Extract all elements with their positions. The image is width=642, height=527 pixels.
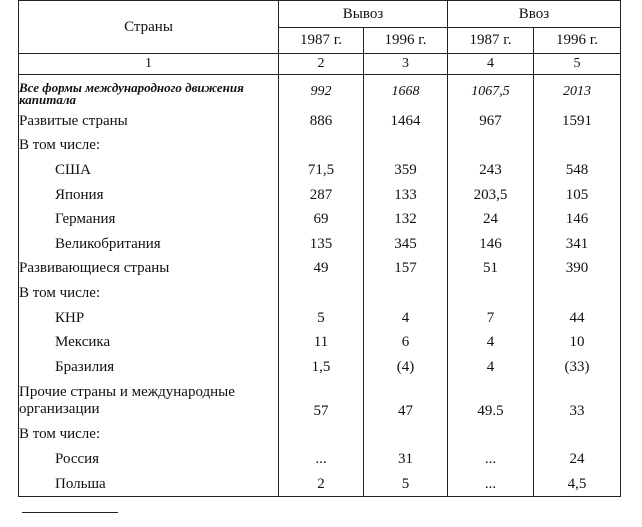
row-label: Германия bbox=[19, 207, 279, 232]
cell-value bbox=[534, 134, 621, 159]
cell-value bbox=[534, 423, 621, 448]
cell-value: 135 bbox=[279, 232, 364, 257]
table-row bbox=[19, 183, 621, 208]
table-row bbox=[19, 232, 621, 257]
cell-value: 7 bbox=[448, 306, 534, 331]
header-year: 1996 г. bbox=[534, 28, 621, 54]
table-row bbox=[19, 355, 621, 380]
table-row bbox=[19, 380, 621, 423]
row-label: Россия bbox=[19, 447, 279, 472]
table-row bbox=[19, 257, 621, 282]
table-row bbox=[19, 447, 621, 472]
cell-value: 10 bbox=[534, 330, 621, 355]
column-number: 2 bbox=[279, 54, 364, 75]
cell-value: 105 bbox=[534, 183, 621, 208]
cell-value bbox=[279, 134, 364, 159]
column-number: 4 bbox=[448, 54, 534, 75]
row-label: В том числе: bbox=[19, 134, 279, 159]
cell-value: 24 bbox=[448, 207, 534, 232]
header-import: Ввоз bbox=[448, 1, 621, 28]
cell-value: 44 bbox=[534, 306, 621, 331]
row-label: Польша bbox=[19, 472, 279, 497]
table-row bbox=[19, 158, 621, 183]
cell-value: 146 bbox=[448, 232, 534, 257]
cell-value: 1,5 bbox=[279, 355, 364, 380]
cell-value: 359 bbox=[364, 158, 448, 183]
cell-value: 57 bbox=[279, 380, 364, 423]
cell-value: 886 bbox=[279, 109, 364, 134]
row-label: США bbox=[19, 158, 279, 183]
cell-value: 71,5 bbox=[279, 158, 364, 183]
row-label: Прочие страны и международные организации bbox=[19, 380, 279, 423]
cell-value bbox=[448, 134, 534, 159]
table-row bbox=[19, 281, 621, 306]
footnote-divider bbox=[22, 512, 118, 513]
cell-value: ... bbox=[448, 447, 534, 472]
cell-value: 203,5 bbox=[448, 183, 534, 208]
cell-value: 4 bbox=[364, 306, 448, 331]
table-row bbox=[19, 109, 621, 134]
capital-movement-table bbox=[18, 0, 621, 497]
table-row bbox=[19, 134, 621, 159]
cell-value: 24 bbox=[534, 447, 621, 472]
header-export: Вывоз bbox=[279, 1, 448, 28]
header-countries: Страны bbox=[19, 1, 279, 54]
cell-value: 992 bbox=[279, 75, 364, 110]
row-label: Бразилия bbox=[19, 355, 279, 380]
cell-value: 2 bbox=[279, 472, 364, 497]
cell-value: 1668 bbox=[364, 75, 448, 110]
cell-value bbox=[448, 281, 534, 306]
table-row bbox=[19, 330, 621, 355]
cell-value: 157 bbox=[364, 257, 448, 282]
row-label: Развитые страны bbox=[19, 109, 279, 134]
cell-value: 5 bbox=[279, 306, 364, 331]
cell-value: 6 bbox=[364, 330, 448, 355]
cell-value: 146 bbox=[534, 207, 621, 232]
table-row bbox=[19, 75, 621, 110]
cell-value: 31 bbox=[364, 447, 448, 472]
cell-value: 49 bbox=[279, 257, 364, 282]
cell-value: 4 bbox=[448, 330, 534, 355]
cell-value: 11 bbox=[279, 330, 364, 355]
row-label: Все формы международного движения капитала bbox=[19, 75, 279, 110]
column-number: 1 bbox=[19, 54, 279, 75]
cell-value: 345 bbox=[364, 232, 448, 257]
table-row bbox=[19, 207, 621, 232]
cell-value bbox=[364, 281, 448, 306]
row-label: В том числе: bbox=[19, 423, 279, 448]
cell-value bbox=[364, 423, 448, 448]
cell-value: 1464 bbox=[364, 109, 448, 134]
row-label: В том числе: bbox=[19, 281, 279, 306]
cell-value bbox=[364, 134, 448, 159]
header-year: 1996 г. bbox=[364, 28, 448, 54]
header-year: 1987 г. bbox=[279, 28, 364, 54]
cell-value bbox=[279, 423, 364, 448]
cell-value: 2013 bbox=[534, 75, 621, 110]
row-label: КНР bbox=[19, 306, 279, 331]
row-label: Развивающиеся страны bbox=[19, 257, 279, 282]
cell-value: 4,5 bbox=[534, 472, 621, 497]
cell-value: 133 bbox=[364, 183, 448, 208]
cell-value: ... bbox=[448, 472, 534, 497]
cell-value bbox=[279, 281, 364, 306]
row-label: Мексика bbox=[19, 330, 279, 355]
cell-value: 69 bbox=[279, 207, 364, 232]
row-label: Япония bbox=[19, 183, 279, 208]
cell-value: (33) bbox=[534, 355, 621, 380]
cell-value: 33 bbox=[534, 380, 621, 423]
cell-value: 390 bbox=[534, 257, 621, 282]
cell-value: ... bbox=[279, 447, 364, 472]
cell-value: 47 bbox=[364, 380, 448, 423]
cell-value: 341 bbox=[534, 232, 621, 257]
cell-value: (4) bbox=[364, 355, 448, 380]
cell-value: 49.5 bbox=[448, 380, 534, 423]
table-row bbox=[19, 472, 621, 497]
header-year: 1987 г. bbox=[448, 28, 534, 54]
cell-value: 1591 bbox=[534, 109, 621, 134]
column-number: 3 bbox=[364, 54, 448, 75]
row-label: Великобритания bbox=[19, 232, 279, 257]
cell-value: 132 bbox=[364, 207, 448, 232]
cell-value bbox=[448, 423, 534, 448]
cell-value: 548 bbox=[534, 158, 621, 183]
cell-value bbox=[534, 281, 621, 306]
cell-value: 243 bbox=[448, 158, 534, 183]
cell-value: 967 bbox=[448, 109, 534, 134]
table-row bbox=[19, 423, 621, 448]
cell-value: 5 bbox=[364, 472, 448, 497]
column-number: 5 bbox=[534, 54, 621, 75]
cell-value: 1067,5 bbox=[448, 75, 534, 110]
table-row bbox=[19, 306, 621, 331]
cell-value: 51 bbox=[448, 257, 534, 282]
cell-value: 287 bbox=[279, 183, 364, 208]
cell-value: 4 bbox=[448, 355, 534, 380]
